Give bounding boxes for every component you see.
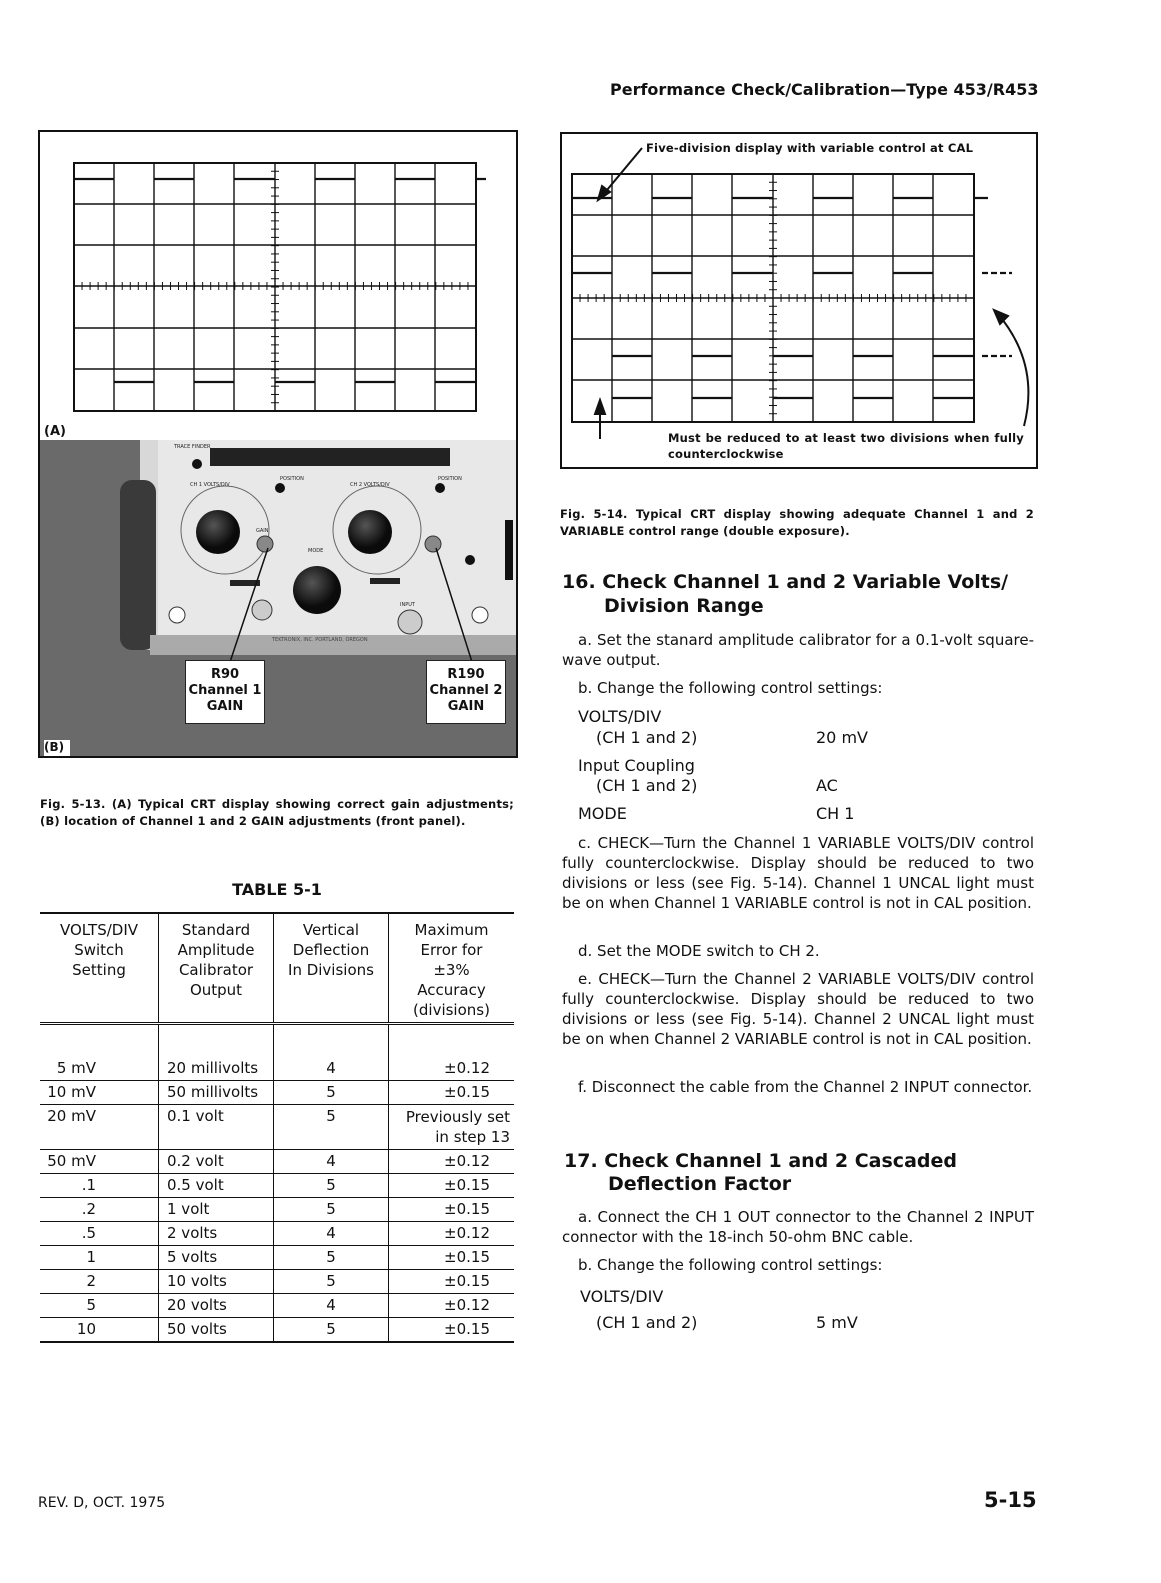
running-header: Performance Check/Calibration—Type 453/R453 (610, 80, 1039, 99)
cell-deflection: 5 (274, 1174, 389, 1198)
panel-text-gain: GAIN (256, 528, 269, 534)
setting-input-coupling-value: AC (816, 776, 838, 795)
panel-text-trace-finder: TRACE FINDER (174, 444, 211, 450)
front-panel-photo (40, 440, 516, 756)
header-volts-div-line2: Switch (74, 941, 124, 959)
cell-deflection: 4 (274, 1294, 389, 1318)
cell-calibrator: 0.5 volt (159, 1174, 274, 1198)
cell-error: ±0.15 (389, 1318, 515, 1343)
cell-volts-div: .1 (40, 1174, 159, 1198)
section-17-title-line1: 17. Check Channel 1 and 2 Cascaded (564, 1150, 957, 1172)
panel-text-position-2: POSITION (438, 476, 462, 482)
cell-volts-div: 20 mV (40, 1105, 159, 1150)
cell-deflection: 5 (274, 1318, 389, 1343)
step-17a: a. Connect the CH 1 OUT connector to the Channel 2 INPUT connector with the 18-inch 50-ohm BNC cable. (562, 1208, 1034, 1246)
fig-5-14-caption: Fig. 5-14. Typical CRT display showing adequate Channel 1 and 2 VARIABLE control range (double exposure). (560, 507, 1034, 538)
cell-error: ±0.15 (389, 1270, 515, 1294)
step-16d: d. Set the MODE switch to CH 2. (578, 942, 820, 960)
header-standard-line1: Standard (181, 921, 251, 939)
cell-calibrator: 20 volts (159, 1294, 274, 1318)
header-maximum-line1: Maximum (414, 921, 489, 939)
step-17b: b. Change the following control settings: (578, 1256, 883, 1274)
cell-error: ±0.12 (389, 1057, 515, 1081)
header-maximum-line2: Error for (420, 941, 483, 959)
section-16-title-line2: Division Range (604, 595, 764, 617)
callout-r190 (426, 660, 506, 724)
setting-volts-div-value: 20 mV (816, 728, 868, 747)
setting-mode-label: MODE (578, 804, 627, 823)
cell-deflection: 5 (274, 1105, 389, 1150)
callout-r90 (185, 660, 265, 724)
cell-volts-div: .5 (40, 1222, 159, 1246)
callout-r90-line3: GAIN (206, 699, 244, 714)
setting-volts-div-label: VOLTS/DIV (578, 707, 662, 726)
setting-17-volts-div-value: 5 mV (816, 1313, 858, 1332)
figure-5-14 (560, 132, 1038, 469)
cell-calibrator: 0.1 volt (159, 1105, 274, 1150)
cell-calibrator: 1 volt (159, 1198, 274, 1222)
panel-text-mode: MODE (308, 548, 324, 554)
cell-deflection: 4 (274, 1057, 389, 1081)
setting-input-coupling-sub: (CH 1 and 2) (596, 776, 698, 795)
footer-revision: REV. D, OCT. 1975 (38, 1495, 166, 1511)
table-row (40, 1294, 514, 1318)
panel-text-ch1-volts: CH 1 VOLTS/DIV (190, 482, 230, 488)
panel-text-input: INPUT (400, 602, 415, 608)
fig-5-13-caption: Fig. 5-13. (A) Typical CRT display showing correct gain adjustments; (B) location of Channel 1 and 2 GAIN adjustments (front panel). (40, 797, 514, 828)
setting-volts-div-sub: (CH 1 and 2) (596, 728, 698, 747)
header-standard-line2: Amplitude (177, 941, 255, 959)
cell-volts-div: .2 (40, 1198, 159, 1222)
cell-volts-div: 50 mV (40, 1150, 159, 1174)
table-row (40, 1318, 514, 1343)
cell-deflection: 5 (274, 1198, 389, 1222)
header-volts-div-line1: VOLTS/DIV (59, 921, 139, 939)
setting-17-volts-div-sub: (CH 1 and 2) (596, 1313, 698, 1332)
step-16b: b. Change the following control settings: (578, 679, 883, 697)
cell-error: ±0.12 (389, 1294, 515, 1318)
callout-r90-line1: R90 (210, 667, 240, 682)
cell-deflection: 5 (274, 1246, 389, 1270)
cell-calibrator: 2 volts (159, 1222, 274, 1246)
cell-error: ±0.12 (389, 1222, 515, 1246)
cell-calibrator: 50 millivolts (159, 1081, 274, 1105)
step-16a: a. Set the stanard amplitude calibrator for a 0.1-volt square-wave output. (562, 631, 1034, 669)
header-standard-line4: Output (189, 981, 243, 999)
table-header-row (40, 914, 514, 1024)
crt-graticule-b (562, 134, 1036, 467)
cell-error: Previously set in step 13 (389, 1105, 515, 1150)
fig-5-14-top-label: Five-division display with variable control at CAL (646, 141, 974, 155)
header-standard-line3: Calibrator (178, 961, 254, 979)
table-5-1 (40, 914, 514, 1343)
cell-error: ±0.15 (389, 1174, 515, 1198)
header-maximum (389, 914, 515, 1024)
cell-error: ±0.15 (389, 1198, 515, 1222)
cell-deflection: 4 (274, 1222, 389, 1246)
panel-text-position-1: POSITION (280, 476, 304, 482)
cell-deflection: 5 (274, 1081, 389, 1105)
cell-error: ±0.15 (389, 1246, 515, 1270)
callout-r190-line1: R190 (447, 667, 485, 682)
cell-volts-div: 2 (40, 1270, 159, 1294)
cell-calibrator: 20 millivolts (159, 1057, 274, 1081)
table-5-1-wrapper (40, 912, 514, 1343)
table-row (40, 1081, 514, 1105)
table-row (40, 1105, 514, 1150)
label-b: (B) (44, 740, 70, 756)
setting-input-coupling-label: Input Coupling (578, 756, 695, 775)
panel-text-ch2-volts: CH 2 VOLTS/DIV (350, 482, 390, 488)
page-number: 5-15 (984, 1488, 1037, 1512)
panel-text-brand: TEKTRONIX, INC. PORTLAND, OREGON (272, 637, 368, 643)
header-maximum-line3: ±3% (433, 961, 470, 979)
table-title: TABLE 5-1 (232, 880, 322, 899)
header-volts-div-line3: Setting (72, 961, 126, 979)
callout-r190-line2: Channel 2 (429, 683, 503, 698)
header-maximum-line5: (divisions) (413, 1001, 490, 1019)
crt-graticule-a (40, 132, 516, 437)
header-volts-div (40, 914, 159, 1024)
cell-volts-div: 5 (40, 1294, 159, 1318)
figure-5-13 (38, 130, 518, 758)
fig-5-14-bottom-label: Must be reduced to at least two divisions when fully counterclockwise (668, 431, 1024, 461)
callout-r90-line2: Channel 1 (188, 683, 262, 698)
table-row (40, 1057, 514, 1081)
step-16c: c. CHECK—Turn the Channel 1 VARIABLE VOLTS/DIV control fully counterclockwise. Display should be reduced to two divisions or less (see Fig. 5-14). Channel 1 UNCAL light must be on when Channel 1 VARIABLE control is not in CAL position. (562, 834, 1034, 912)
cell-calibrator: 50 volts (159, 1318, 274, 1343)
cell-volts-div: 10 (40, 1318, 159, 1343)
cell-error: ±0.12 (389, 1150, 515, 1174)
header-vertical (274, 914, 389, 1024)
cell-volts-div: 10 mV (40, 1081, 159, 1105)
table-row (40, 1246, 514, 1270)
table-row (40, 1198, 514, 1222)
header-maximum-line4: Accuracy (417, 981, 486, 999)
table-row (40, 1222, 514, 1246)
section-16-title-line1: 16. Check Channel 1 and 2 Variable Volts/ (562, 571, 1009, 593)
step-16f: f. Disconnect the cable from the Channel 2 INPUT connector. (578, 1078, 1033, 1096)
label-a: (A) (44, 424, 66, 439)
cell-calibrator: 10 volts (159, 1270, 274, 1294)
step-16e: e. CHECK—Turn the Channel 2 VARIABLE VOLTS/DIV control fully counterclockwise. Display should be reduced to two divisions or less (see Fig. 5-14). Channel 2 UNCAL light must be on when Channel 2 VARIABLE control is not in CAL position. (562, 970, 1034, 1048)
table-row (40, 1270, 514, 1294)
cell-deflection: 4 (274, 1150, 389, 1174)
cell-calibrator: 5 volts (159, 1246, 274, 1270)
header-vertical-line3: In Divisions (288, 961, 374, 979)
setting-17-volts-div-label: VOLTS/DIV (580, 1287, 664, 1306)
table-spacer-row (40, 1024, 514, 1058)
section-17-title-line2: Deflection Factor (608, 1173, 792, 1195)
callout-r190-line3: GAIN (447, 699, 485, 714)
table-row (40, 1174, 514, 1198)
table-row (40, 1150, 514, 1174)
header-vertical-line2: Deflection (292, 941, 370, 959)
cell-volts-div: 1 (40, 1246, 159, 1270)
cell-error: ±0.15 (389, 1081, 515, 1105)
cell-volts-div: 5 mV (40, 1057, 159, 1081)
header-standard (159, 914, 274, 1024)
setting-mode-value: CH 1 (816, 804, 855, 823)
cell-calibrator: 0.2 volt (159, 1150, 274, 1174)
header-vertical-line1: Vertical (302, 921, 360, 939)
cell-deflection: 5 (274, 1270, 389, 1294)
